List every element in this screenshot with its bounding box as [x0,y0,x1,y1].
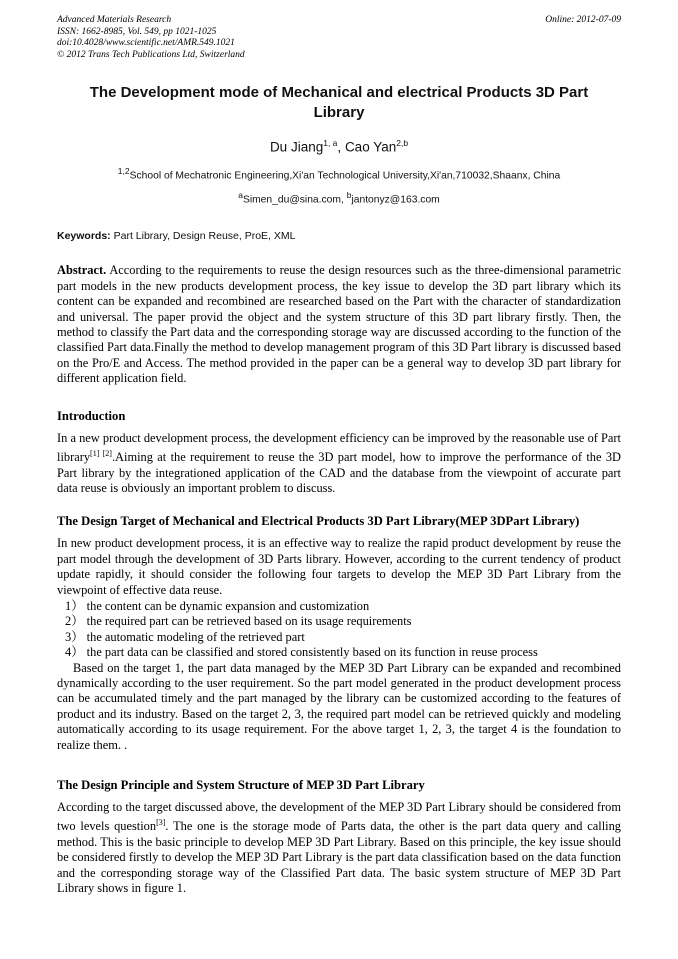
author-1-affmark: 1, a [323,138,338,148]
author-1-name: Du Jiang [269,139,324,155]
journal-header [57,15,621,61]
section-heading-introduction: Introduction [57,408,126,423]
authors-line [57,135,621,156]
paper-title: The Development mode of Mechanical and electrical Products 3D Part Library [89,84,589,121]
affiliation-text: School of Mechatronic Engineering,Xi'an Technological University,Xi'an,710032,Shaanx, China [129,169,561,181]
doi-line: doi:10.4028/www.scientific.net/AMR.549.1021 [57,38,235,48]
design-target-paragraph-2: Based on the target 1, the part data managed by the MEP 3D Part Library can be expanded and recombined dynamically according to the user requirement. So the part model generated in the product development process can be accumulated timely and the part managed by the library can be customized according to the features of product and its industry. Based on the target 2, 3, the required part model can be retrieved quickly and modeling automatically according to its usage requirement. For the above target 1, 2, 3, the target 4 is the foundation to realize them. . [57,660,621,752]
emails-separator: , [340,194,347,206]
email-b-supmark: b [346,189,352,200]
authors-separator: , [337,139,345,155]
introduction-paragraph [57,431,621,497]
author-2-name: Cao Yan [344,139,397,155]
list-item: 3） the automatic modeling of the retrieved part [65,629,305,644]
emails-line [57,189,621,206]
keywords-label: Keywords: [57,230,111,243]
design-target-paragraph-1: In new product development process, it is an effective way to realize the rapid product development by reuse the part model through the development of 3D Parts library. However, according to the current tendency of product update rapidly, it should consider the following four targets to develop the MEP 3D Part Library from the viewpoint of effective data reuse. [57,536,621,597]
abstract-label: Abstract. [57,263,107,278]
principle-text-before-ref: According to the target discussed above, the development of the MEP 3D Part Library should be considered from two levels question [57,800,621,834]
online-date: Online: 2012-07-09 [545,15,621,25]
abstract-text: According to the requirements to reuse the design resources such as the three-dimensional parametric part models in the new products development process, the key issue to develop the 3D part library which its content can be expanded and recombined are researched based on the Part with the character of standardization and universal. The paper provid the object and the system structure of this 3D part library firstly. Then, the method to classify the Part data and the corresponding storage way are discussed according to the function of the classified Part data.Finally the method to develop management program of this 3D Part library is discussed based on the Pro/E and Access. The method provided in the paper can be a general way to develop 3D part library for different application field. [57,263,621,386]
design-principle-paragraph [57,800,621,897]
principle-citation-ref: [3] [156,818,166,828]
list-item: 2） the required part can be retrieved based on its usage requirements [65,614,412,629]
journal-header-left [57,15,245,61]
affiliation-supmark: 1,2 [117,165,130,176]
email-b-address: jantonyz@163.com [351,194,440,206]
design-target-list [57,599,621,661]
intro-citation-ref: [1] [2] [90,449,112,458]
list-item: 1） the content can be dynamic expansion and customization [65,598,370,613]
principle-text-after-ref: . The one is the storage mode of Parts data, the other is the part data query and calling method. This is the basic principle to develop MEP 3D Part Library. Based on this principle, the key issue should be considered firstly to develop the MEP 3D Part Library is the part data classification based on the data function and the corresponding storage way of the Classified Part data. The basic system structure of MEP 3D Part Library shows in figure 1. [57,819,622,896]
email-a-address: Simen_du@sina.com [242,194,341,206]
abstract-paragraph [57,263,621,386]
journal-name: Advanced Materials Research [57,15,172,25]
intro-text-after-ref: .Aiming at the requirement to reuse the 3D part model, how to improve the performance of the 3D Part library by the integrationed application of the CAD and the database from the viewpoint of accurate part data reuse is obviously an important problem to discuss. [57,450,621,495]
section-heading-design-target: The Design Target of Mechanical and Electrical Products 3D Part Library(MEP 3DPart Library) [57,514,580,529]
keywords-line [57,230,621,243]
affiliation-line [57,165,621,182]
copyright-line: © 2012 Trans Tech Publications Ltd, Switzerland [57,49,245,60]
keywords-text: Part Library, Design Reuse, ProE, XML [110,230,296,243]
author-2-affmark: 2,b [396,138,409,148]
issn-line: ISSN: 1662-8985, Vol. 549, pp 1021-1025 [57,26,217,37]
intro-text-before-ref: In a new product development process, the development efficiency can be improved by the reasonable use of Part library [57,430,621,465]
section-heading-design-principle: The Design Principle and System Structure of MEP 3D Part Library [57,778,425,793]
email-a-supmark: a [238,189,243,200]
list-item: 4） the part data can be classified and stored consistently based on its function in reuse process [65,645,538,660]
